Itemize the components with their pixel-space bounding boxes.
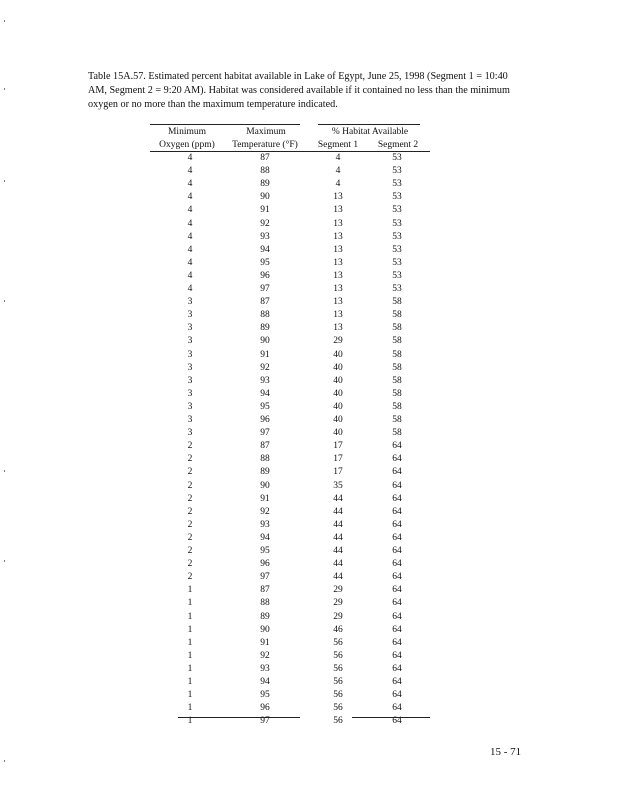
min-oxygen-cell: 3 — [187, 415, 193, 425]
table-row — [0, 597, 618, 610]
segment1-cell: 40 — [333, 388, 343, 399]
habitat-group-rule — [318, 124, 420, 125]
segment1-cell: 13 — [333, 310, 343, 321]
max-temp-cell: 95 — [260, 401, 270, 412]
max-temp-cell: 96 — [260, 415, 270, 425]
max-temp-cell: 88 — [260, 598, 270, 609]
segment1-cell: 13 — [333, 192, 343, 203]
segment2-cell: 64 — [392, 663, 402, 674]
max-temp-cell: 94 — [260, 388, 270, 399]
min-oxygen-cell: 2 — [187, 559, 193, 570]
table-row — [0, 152, 618, 165]
table-row — [0, 611, 618, 624]
segment2-cell: 53 — [392, 244, 402, 255]
segment1-cell: 13 — [333, 297, 343, 308]
max-temp-cell: 97 — [260, 428, 270, 439]
max-temp-cell: 87 — [260, 441, 270, 452]
table-row — [0, 218, 618, 231]
segment2-cell: 58 — [392, 349, 402, 360]
max-temp-cell: 92 — [260, 650, 270, 661]
segment1-cell: 56 — [333, 677, 343, 687]
segment2-cell: 64 — [392, 493, 402, 504]
scan-speck — [4, 20, 5, 22]
table-row — [0, 191, 618, 204]
min-oxygen-cell: 4 — [187, 179, 193, 190]
max-temp-cell: 94 — [260, 532, 270, 543]
table-row — [0, 335, 618, 348]
segment2-cell: 64 — [392, 611, 402, 622]
segment1-cell: 29 — [333, 611, 343, 622]
segment1-cell: 56 — [333, 637, 343, 648]
min-oxygen-cell: 2 — [187, 532, 193, 543]
table-row — [0, 532, 618, 545]
table-row — [0, 414, 618, 427]
table-row — [0, 204, 618, 217]
max-temp-cell: 94 — [260, 677, 270, 687]
table-row — [0, 545, 618, 558]
segment2-cell: 53 — [392, 231, 402, 242]
max-temp-cell: 92 — [260, 218, 270, 229]
segment2-cell: 53 — [392, 192, 402, 203]
table-row — [0, 349, 618, 362]
segment2-cell: 58 — [392, 336, 402, 347]
scan-speck — [4, 560, 5, 562]
max-temp-cell: 93 — [260, 375, 270, 386]
max-temp-cell: 97 — [260, 572, 270, 583]
min-oxygen-cell: 4 — [187, 192, 193, 203]
segment1-cell: 46 — [333, 624, 343, 635]
min-oxygen-cell: 4 — [187, 284, 193, 294]
min-oxygen-cell: 3 — [187, 310, 193, 321]
segment1-cell: 56 — [333, 663, 343, 674]
scan-speck — [4, 300, 5, 302]
segment2-cell: 53 — [392, 270, 402, 281]
segment2-cell: 53 — [392, 257, 402, 268]
table-bottom-rule-right — [352, 717, 430, 718]
segment1-cell: 44 — [333, 532, 343, 543]
min-oxygen-cell: 1 — [187, 716, 193, 727]
segment1-cell: 56 — [333, 703, 343, 714]
max-temp-header-line2: Temperature (°F) — [232, 140, 298, 150]
table-row — [0, 571, 618, 584]
segment2-cell: 64 — [392, 532, 402, 543]
min-oxygen-cell: 2 — [187, 467, 193, 478]
min-oxygen-cell: 1 — [187, 585, 193, 596]
segment1-cell: 13 — [333, 270, 343, 281]
min-oxygen-cell: 3 — [187, 349, 193, 360]
table-row — [0, 427, 618, 440]
min-oxygen-cell: 3 — [187, 297, 193, 308]
max-temp-cell: 91 — [260, 493, 270, 504]
min-oxygen-cell: 2 — [187, 454, 193, 465]
max-temp-cell: 96 — [260, 559, 270, 570]
max-temp-cell: 97 — [260, 284, 270, 294]
min-oxygen-cell: 4 — [187, 270, 193, 281]
segment1-cell: 13 — [333, 284, 343, 294]
segment1-cell: 56 — [333, 690, 343, 701]
max-temp-cell: 93 — [260, 231, 270, 242]
header-top-rule — [150, 124, 300, 125]
max-temp-cell: 90 — [260, 336, 270, 347]
table-row — [0, 440, 618, 453]
segment2-cell: 58 — [392, 375, 402, 386]
table-row — [0, 480, 618, 493]
max-temp-cell: 89 — [260, 323, 270, 334]
min-oxygen-cell: 3 — [187, 401, 193, 412]
table-row — [0, 244, 618, 257]
table-row — [0, 584, 618, 597]
max-temp-cell: 90 — [260, 480, 270, 491]
max-temp-header-line1: Maximum — [246, 127, 286, 137]
max-temp-cell: 96 — [260, 703, 270, 714]
table-row — [0, 388, 618, 401]
max-temp-cell: 95 — [260, 546, 270, 556]
min-oxygen-cell: 3 — [187, 336, 193, 347]
min-oxygen-cell: 1 — [187, 663, 193, 674]
segment2-cell: 64 — [392, 690, 402, 701]
max-temp-cell: 87 — [260, 153, 270, 163]
segment2-cell: 64 — [392, 480, 402, 491]
min-oxygen-cell: 2 — [187, 506, 193, 517]
max-temp-cell: 90 — [260, 192, 270, 203]
max-temp-cell: 97 — [260, 716, 270, 727]
table-row — [0, 453, 618, 466]
segment2-cell: 64 — [392, 572, 402, 583]
min-oxygen-cell: 1 — [187, 598, 193, 609]
scan-speck — [4, 180, 5, 182]
min-oxygen-header-line2: Oxygen (ppm) — [159, 140, 215, 150]
max-temp-cell: 89 — [260, 179, 270, 190]
segment2-cell: 53 — [392, 205, 402, 216]
table-row — [0, 702, 618, 715]
max-temp-cell: 95 — [260, 690, 270, 701]
table-row — [0, 663, 618, 676]
table-row — [0, 676, 618, 689]
min-oxygen-cell: 2 — [187, 480, 193, 491]
max-temp-cell: 91 — [260, 205, 270, 216]
segment1-cell: 13 — [333, 244, 343, 255]
min-oxygen-cell: 3 — [187, 323, 193, 334]
min-oxygen-cell: 3 — [187, 428, 193, 439]
segment1-cell: 40 — [333, 362, 343, 373]
table-row — [0, 519, 618, 532]
max-temp-cell: 93 — [260, 663, 270, 674]
segment1-cell: 13 — [333, 323, 343, 334]
segment2-cell: 64 — [392, 585, 402, 596]
segment1-cell: 17 — [333, 454, 343, 465]
min-oxygen-cell: 3 — [187, 375, 193, 386]
max-temp-cell: 96 — [260, 270, 270, 281]
min-oxygen-cell: 4 — [187, 244, 193, 255]
min-oxygen-cell: 1 — [187, 650, 193, 661]
segment2-cell: 58 — [392, 388, 402, 399]
segment1-cell: 40 — [333, 375, 343, 386]
table-row — [0, 493, 618, 506]
segment2-cell: 53 — [392, 153, 402, 163]
max-temp-cell: 91 — [260, 349, 270, 360]
table-row — [0, 466, 618, 479]
segment1-cell: 44 — [333, 546, 343, 556]
min-oxygen-cell: 2 — [187, 546, 193, 556]
max-temp-cell: 89 — [260, 611, 270, 622]
segment1-cell: 13 — [333, 218, 343, 229]
table-row — [0, 270, 618, 283]
min-oxygen-cell: 2 — [187, 441, 193, 452]
table-caption: Table 15A.57. Estimated percent habitat available in Lake of Egypt, June 25, 1998 (Segment 1 = 10:40 AM, Segment 2 = 9:20 AM). Habitat was considered available if it contained no less than the minimum oxygen or no more than the maximum temperature indicated. — [88, 71, 510, 110]
table-row — [0, 231, 618, 244]
table-row — [0, 558, 618, 571]
table-row — [0, 178, 618, 191]
segment1-cell: 17 — [333, 467, 343, 478]
table-row — [0, 309, 618, 322]
table-row — [0, 506, 618, 519]
habitat-group-header: % Habitat Available — [331, 127, 409, 137]
max-temp-cell: 91 — [260, 637, 270, 648]
min-oxygen-cell: 1 — [187, 703, 193, 714]
segment1-cell: 13 — [333, 257, 343, 268]
segment1-cell: 56 — [333, 716, 343, 727]
segment2-header: Segment 2 — [377, 140, 419, 150]
table-row — [0, 165, 618, 178]
segment1-cell: 44 — [333, 519, 343, 530]
segment1-cell: 17 — [333, 441, 343, 452]
min-oxygen-cell: 3 — [187, 362, 193, 373]
segment1-cell: 35 — [333, 480, 343, 491]
segment1-cell: 40 — [333, 349, 343, 360]
segment2-cell: 58 — [392, 362, 402, 373]
min-oxygen-cell: 2 — [187, 519, 193, 530]
min-oxygen-cell: 4 — [187, 166, 193, 177]
max-temp-cell: 88 — [260, 454, 270, 465]
segment1-cell: 40 — [333, 428, 343, 439]
segment2-cell: 58 — [392, 323, 402, 334]
table-row — [0, 296, 618, 309]
segment2-cell: 64 — [392, 598, 402, 609]
segment1-cell: 44 — [333, 493, 343, 504]
scan-speck — [4, 760, 5, 762]
segment1-cell: 13 — [333, 205, 343, 216]
max-temp-cell: 88 — [260, 310, 270, 321]
segment1-header: Segment 1 — [317, 140, 359, 150]
segment2-cell: 64 — [392, 454, 402, 465]
segment2-cell: 64 — [392, 716, 402, 727]
segment1-cell: 40 — [333, 401, 343, 412]
segment1-cell: 4 — [335, 179, 341, 190]
segment2-cell: 58 — [392, 297, 402, 308]
max-temp-cell: 87 — [260, 585, 270, 596]
segment1-cell: 44 — [333, 572, 343, 583]
segment2-cell: 64 — [392, 559, 402, 570]
segment2-cell: 64 — [392, 624, 402, 635]
min-oxygen-cell: 2 — [187, 493, 193, 504]
segment1-cell: 29 — [333, 598, 343, 609]
segment2-cell: 64 — [392, 441, 402, 452]
table-row — [0, 715, 618, 728]
segment1-cell: 44 — [333, 506, 343, 517]
table-row — [0, 624, 618, 637]
segment1-cell: 4 — [335, 153, 341, 163]
segment2-cell: 58 — [392, 401, 402, 412]
segment2-cell: 64 — [392, 703, 402, 714]
table-row — [0, 283, 618, 296]
segment1-cell: 13 — [333, 231, 343, 242]
segment2-cell: 58 — [392, 415, 402, 425]
segment2-cell: 64 — [392, 650, 402, 661]
table-row — [0, 322, 618, 335]
segment2-cell: 64 — [392, 519, 402, 530]
max-temp-cell: 94 — [260, 244, 270, 255]
min-oxygen-cell: 4 — [187, 153, 193, 163]
max-temp-cell: 90 — [260, 624, 270, 635]
segment1-cell: 44 — [333, 559, 343, 570]
max-temp-cell: 92 — [260, 362, 270, 373]
min-oxygen-cell: 1 — [187, 677, 193, 687]
segment2-cell: 53 — [392, 284, 402, 294]
table-row — [0, 401, 618, 414]
max-temp-cell: 88 — [260, 166, 270, 177]
min-oxygen-cell: 1 — [187, 611, 193, 622]
max-temp-cell: 89 — [260, 467, 270, 478]
table-row — [0, 362, 618, 375]
min-oxygen-cell: 3 — [187, 388, 193, 399]
min-oxygen-cell: 4 — [187, 231, 193, 242]
min-oxygen-cell: 4 — [187, 205, 193, 216]
table-row — [0, 637, 618, 650]
scan-speck — [4, 470, 5, 472]
segment2-cell: 58 — [392, 310, 402, 321]
segment2-cell: 64 — [392, 467, 402, 478]
scan-speck — [4, 88, 5, 90]
min-oxygen-cell: 1 — [187, 624, 193, 635]
max-temp-cell: 93 — [260, 519, 270, 530]
segment2-cell: 64 — [392, 546, 402, 556]
segment1-cell: 4 — [335, 166, 341, 177]
min-oxygen-cell: 4 — [187, 218, 193, 229]
segment2-cell: 64 — [392, 637, 402, 648]
segment2-cell: 53 — [392, 166, 402, 177]
max-temp-cell: 92 — [260, 506, 270, 517]
segment1-cell: 56 — [333, 650, 343, 661]
segment2-cell: 64 — [392, 677, 402, 687]
table-bottom-rule-left — [178, 717, 300, 718]
segment2-cell: 53 — [392, 179, 402, 190]
max-temp-cell: 87 — [260, 297, 270, 308]
min-oxygen-header-line1: Minimum — [167, 127, 206, 137]
segment2-cell: 58 — [392, 428, 402, 439]
page-number: 15 - 71 — [490, 746, 522, 758]
min-oxygen-cell: 4 — [187, 257, 193, 268]
max-temp-cell: 95 — [260, 257, 270, 268]
table-row — [0, 689, 618, 702]
table-row — [0, 257, 618, 270]
segment2-cell: 53 — [392, 218, 402, 229]
segment1-cell: 29 — [333, 336, 343, 347]
min-oxygen-cell: 1 — [187, 637, 193, 648]
min-oxygen-cell: 2 — [187, 572, 193, 583]
min-oxygen-cell: 1 — [187, 690, 193, 701]
table-row — [0, 650, 618, 663]
table-row — [0, 375, 618, 388]
segment1-cell: 29 — [333, 585, 343, 596]
segment2-cell: 64 — [392, 506, 402, 517]
segment1-cell: 40 — [333, 415, 343, 425]
